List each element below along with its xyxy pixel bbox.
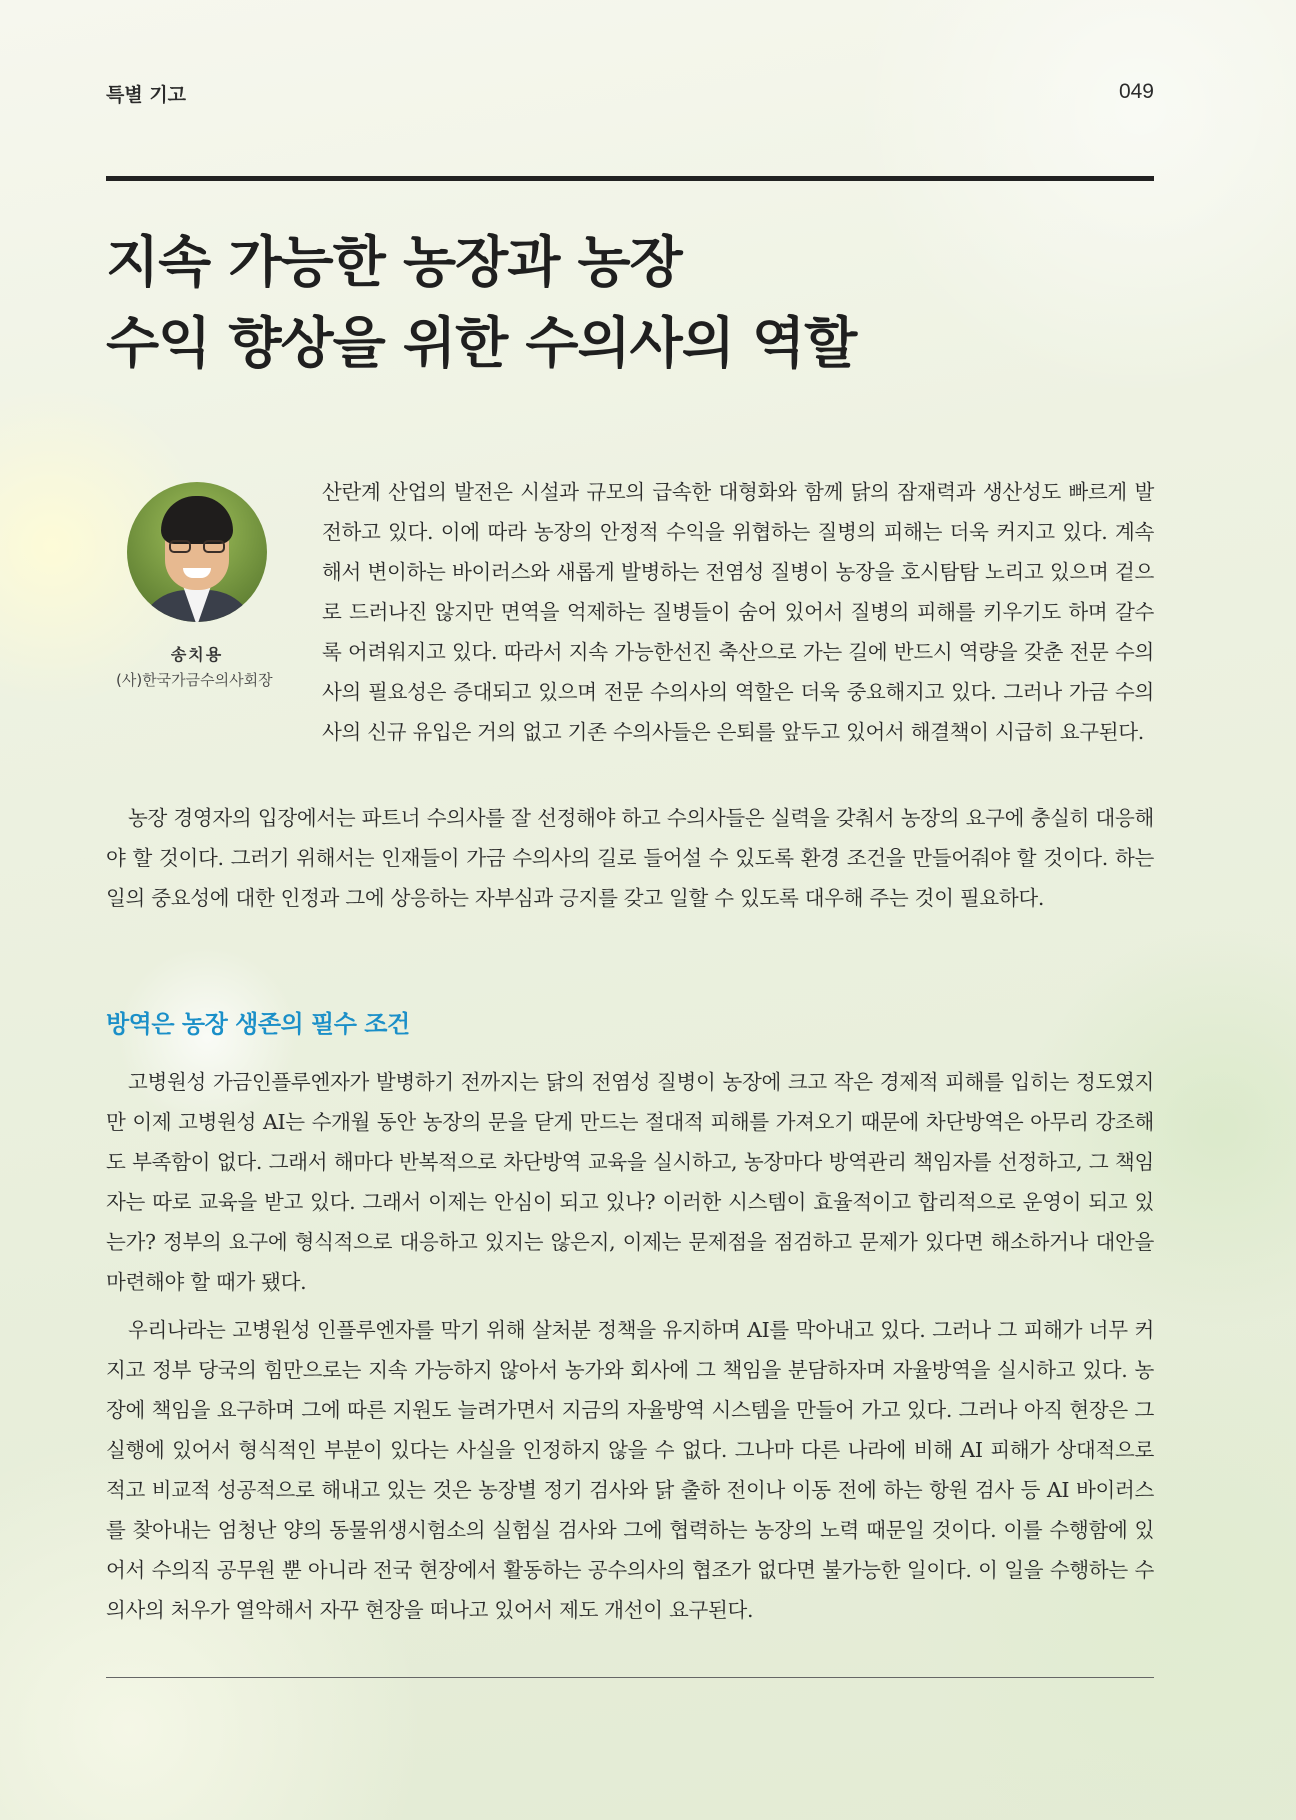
article-title xyxy=(106,222,1154,384)
author-affiliation: (사)한국가금수의사회장 xyxy=(116,671,273,689)
bottom-rule xyxy=(106,1677,1154,1678)
body-paragraph-2: 농장 경영자의 입장에서는 파트너 수의사를 잘 선정해야 하고 수의사들은 실력을 갖춰서 농장의 요구에 충실히 대응해야 할 것이다. 그러기 위해서는 인재들이 가금 수의사의 길로 들어설 수 있도록 환경 조건을 만들어줘야 할 것이다. 하는 일의 중요성에 대한 인정과 그에 상응하는 자부심과 긍지를 갖고 일할 수 있도록 대우해 주는 것이 필요하다. xyxy=(106,806,1154,910)
body-paragraph-3: 고병원성 가금인플루엔자가 발병하기 전까지는 닭의 전염성 질병이 농장에 크고 작은 경제적 피해를 입히는 정도였지만 이제 고병원성 AI는 수개월 동안 농장의 문을 닫게 만드는 절대적 피해를 가져오기 때문에 차단방역은 아무리 강조해도 부족함이 없다. 그래서 해마다 반복적으로 차단방역 교육을 실시하고, 농장마다 방역관리 책임자를 선정하고, 그 책임자는 따로 교육을 받고 있다. 그래서 이제는 안심이 되고 있나? 이러한 시스템이 효율적이고 합리적으로 운영이 되고 있는가? 정부의 요구에 형식적으로 대응하고 있지는 않은지, 이제는 문제점을 점검하고 문제가 있다면 해소하거나 대안을 마련해야 할 때가 됐다. xyxy=(106,1070,1154,1294)
running-head xyxy=(106,80,1154,110)
author-name: 송치용 xyxy=(170,645,224,664)
section-heading: 방역은 농장 생존의 필수 조건 xyxy=(106,1010,410,1038)
title-line-1: 지속 가능한 농장과 농장 xyxy=(106,230,682,294)
intro-paragraph: 산란계 산업의 발전은 시설과 규모의 급속한 대형화와 함께 닭의 잠재력과 생산성도 빠르게 발전하고 있다. 이에 따라 농장의 안정적 수익을 위협하는 질병의 피해는 더욱 커지고 있다. 계속해서 변이하는 바이러스와 새롭게 발병하는 전염성 질병이 농장을 호시탐탐 노리고 있으며 겉으로 드러나진 않지만 면역을 억제하는 질병들이 숨어 있어서 질병의 피해를 키우기도 하며 갈수록 어려워지고 있다. 따라서 지속 가능한선진 축산으로 가는 길에 반드시 역량을 갖춘 전문 수의사의 필요성은 증대되고 있으며 전문 수의사의 역할은 더욱 중요해지고 있다. 그러나 가금 수의사의 신규 유입은 거의 없고 기존 수의사들은 은퇴를 앞두고 있어서 해결책이 시급히 요구된다. xyxy=(322,480,1154,744)
intro-block xyxy=(106,472,1154,752)
top-rule xyxy=(106,176,1154,181)
body-paragraph-4: 우리나라는 고병원성 인플루엔자를 막기 위해 살처분 정책을 유지하며 AI를 막아내고 있다. 그러나 그 피해가 너무 커지고 정부 당국의 힘만으로는 지속 가능하지 않아서 농가와 회사에 그 책임을 분담하자며 자율방역을 실시하고 있다. 농장에 책임을 요구하며 그에 따른 지원도 늘려가면서 지금의 자율방역 시스템을 만들어 가고 있다. 그러나 아직 현장은 그 실행에 있어서 형식적인 부분이 있다는 사실을 인정하지 않을 수 없다. 그나마 다른 나라에 비해 AI 피해가 상대적으로 적고 비교적 성공적으로 해내고 있는 것은 농장별 정기 검사와 닭 출하 전이나 이동 전에 하는 항원 검사 등 AI 바이러스를 찾아내는 엄청난 양의 동물위생시험소의 실험실 검사와 그에 협력하는 농장의 노력 때문일 것이다. 이를 수행함에 있어서 수의직 공무원 뿐 아니라 전국 현장에서 활동하는 공수의사의 협조가 없다면 불가능한 일이다. 이 일을 수행하는 수의사의 처우가 열악해서 자꾸 현장을 떠나고 있어서 제도 개선이 요구된다. xyxy=(106,1318,1154,1622)
title-line-2: 수익 향상을 위한 수의사의 역할 xyxy=(106,311,857,375)
page-number: 049 xyxy=(1118,80,1154,103)
section-label: 특별 기고 xyxy=(106,84,187,106)
article-page xyxy=(106,0,1154,1820)
